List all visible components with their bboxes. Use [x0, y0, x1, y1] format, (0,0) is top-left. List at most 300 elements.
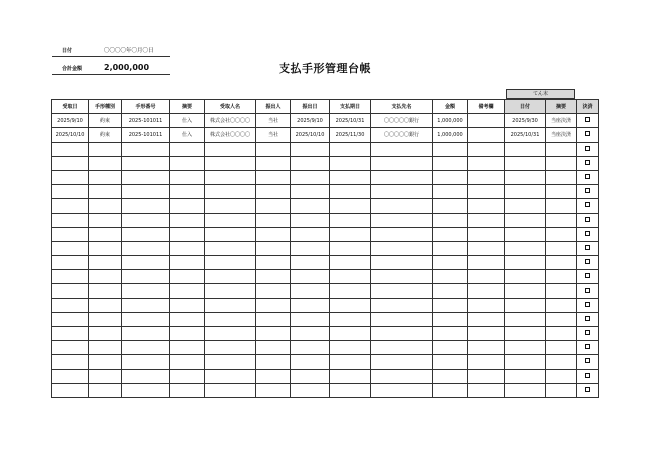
- cell-issue-date[interactable]: [291, 341, 330, 355]
- cell-note-number[interactable]: [122, 312, 170, 326]
- cell-note-number[interactable]: [122, 241, 170, 255]
- cell-amount[interactable]: 1,000,000: [433, 114, 468, 128]
- cell-settle-summary[interactable]: [546, 142, 577, 156]
- cell-summary[interactable]: 仕入: [170, 114, 205, 128]
- cell-note-type[interactable]: [89, 227, 122, 241]
- settled-checkbox[interactable]: [585, 259, 590, 264]
- cell-remarks[interactable]: [468, 241, 505, 255]
- cell-note-type[interactable]: 約束: [89, 128, 122, 142]
- cell-received-date[interactable]: [52, 284, 89, 298]
- cell-settled[interactable]: [577, 256, 599, 270]
- cell-received-date[interactable]: [52, 213, 89, 227]
- cell-due-date[interactable]: [330, 312, 371, 326]
- cell-settle-summary[interactable]: [546, 241, 577, 255]
- cell-settle-summary[interactable]: [546, 284, 577, 298]
- cell-note-type[interactable]: [89, 312, 122, 326]
- cell-payee-name[interactable]: [205, 341, 256, 355]
- cell-drawer[interactable]: [256, 241, 291, 255]
- cell-settle-date[interactable]: [505, 383, 546, 397]
- cell-settled[interactable]: [577, 241, 599, 255]
- settled-checkbox[interactable]: [585, 217, 590, 222]
- cell-note-type[interactable]: [89, 156, 122, 170]
- cell-due-date[interactable]: 2025/10/31: [330, 114, 371, 128]
- cell-payment-bank[interactable]: [371, 298, 433, 312]
- cell-issue-date[interactable]: [291, 327, 330, 341]
- cell-payment-bank[interactable]: [371, 270, 433, 284]
- cell-settled[interactable]: [577, 185, 599, 199]
- cell-received-date[interactable]: [52, 199, 89, 213]
- cell-payee-name[interactable]: [205, 170, 256, 184]
- cell-note-type[interactable]: [89, 142, 122, 156]
- cell-settle-date[interactable]: [505, 298, 546, 312]
- cell-remarks[interactable]: [468, 213, 505, 227]
- cell-payment-bank[interactable]: [371, 284, 433, 298]
- cell-settle-date[interactable]: [505, 369, 546, 383]
- cell-issue-date[interactable]: [291, 227, 330, 241]
- cell-settle-date[interactable]: [505, 241, 546, 255]
- cell-settle-date[interactable]: [505, 213, 546, 227]
- cell-settled[interactable]: [577, 312, 599, 326]
- cell-note-type[interactable]: [89, 241, 122, 255]
- cell-remarks[interactable]: [468, 341, 505, 355]
- cell-payee-name[interactable]: [205, 270, 256, 284]
- cell-settled[interactable]: [577, 128, 599, 142]
- cell-due-date[interactable]: [330, 156, 371, 170]
- cell-remarks[interactable]: [468, 355, 505, 369]
- cell-note-number[interactable]: 2025-101011: [122, 128, 170, 142]
- cell-amount[interactable]: [433, 241, 468, 255]
- cell-settle-date[interactable]: [505, 256, 546, 270]
- cell-settle-summary[interactable]: [546, 327, 577, 341]
- cell-received-date[interactable]: [52, 383, 89, 397]
- cell-settle-date[interactable]: [505, 327, 546, 341]
- settled-checkbox[interactable]: [585, 302, 590, 307]
- cell-settle-date[interactable]: 2025/10/31: [505, 128, 546, 142]
- cell-due-date[interactable]: [330, 298, 371, 312]
- cell-issue-date[interactable]: [291, 369, 330, 383]
- cell-note-type[interactable]: [89, 256, 122, 270]
- settled-checkbox[interactable]: [585, 288, 590, 293]
- cell-settle-date[interactable]: [505, 355, 546, 369]
- cell-payment-bank[interactable]: [371, 213, 433, 227]
- cell-payment-bank[interactable]: 〇〇〇〇〇銀行: [371, 114, 433, 128]
- cell-note-number[interactable]: [122, 227, 170, 241]
- cell-issue-date[interactable]: 2025/9/10: [291, 114, 330, 128]
- cell-note-number[interactable]: [122, 156, 170, 170]
- cell-note-number[interactable]: [122, 270, 170, 284]
- cell-note-number[interactable]: [122, 341, 170, 355]
- cell-amount[interactable]: [433, 156, 468, 170]
- cell-summary[interactable]: [170, 185, 205, 199]
- cell-note-type[interactable]: [89, 369, 122, 383]
- cell-payment-bank[interactable]: [371, 327, 433, 341]
- cell-amount[interactable]: [433, 355, 468, 369]
- cell-received-date[interactable]: [52, 369, 89, 383]
- cell-note-number[interactable]: [122, 355, 170, 369]
- cell-amount[interactable]: [433, 227, 468, 241]
- cell-summary[interactable]: [170, 142, 205, 156]
- cell-payee-name[interactable]: [205, 312, 256, 326]
- cell-summary[interactable]: [170, 241, 205, 255]
- cell-settled[interactable]: [577, 355, 599, 369]
- cell-due-date[interactable]: [330, 383, 371, 397]
- cell-due-date[interactable]: [330, 199, 371, 213]
- cell-due-date[interactable]: [330, 270, 371, 284]
- cell-note-number[interactable]: [122, 284, 170, 298]
- cell-amount[interactable]: [433, 170, 468, 184]
- cell-summary[interactable]: [170, 227, 205, 241]
- cell-summary[interactable]: [170, 312, 205, 326]
- cell-amount[interactable]: [433, 185, 468, 199]
- cell-remarks[interactable]: [468, 369, 505, 383]
- cell-settled[interactable]: [577, 114, 599, 128]
- cell-note-number[interactable]: [122, 327, 170, 341]
- cell-settled[interactable]: [577, 270, 599, 284]
- cell-amount[interactable]: [433, 383, 468, 397]
- cell-payee-name[interactable]: [205, 241, 256, 255]
- cell-remarks[interactable]: [468, 312, 505, 326]
- cell-remarks[interactable]: [468, 284, 505, 298]
- cell-payment-bank[interactable]: [371, 199, 433, 213]
- cell-received-date[interactable]: [52, 227, 89, 241]
- cell-received-date[interactable]: [52, 298, 89, 312]
- cell-drawer[interactable]: [256, 199, 291, 213]
- cell-amount[interactable]: [433, 284, 468, 298]
- cell-drawer[interactable]: [256, 298, 291, 312]
- cell-remarks[interactable]: [468, 170, 505, 184]
- cell-summary[interactable]: [170, 256, 205, 270]
- cell-due-date[interactable]: [330, 213, 371, 227]
- cell-remarks[interactable]: [468, 142, 505, 156]
- cell-payee-name[interactable]: [205, 355, 256, 369]
- cell-issue-date[interactable]: [291, 383, 330, 397]
- cell-payment-bank[interactable]: [371, 227, 433, 241]
- cell-note-number[interactable]: [122, 369, 170, 383]
- cell-remarks[interactable]: [468, 256, 505, 270]
- cell-amount[interactable]: [433, 213, 468, 227]
- cell-payment-bank[interactable]: [371, 369, 433, 383]
- cell-amount[interactable]: [433, 327, 468, 341]
- cell-note-number[interactable]: [122, 170, 170, 184]
- cell-summary[interactable]: [170, 298, 205, 312]
- settled-checkbox[interactable]: [585, 146, 590, 151]
- cell-settle-date[interactable]: [505, 199, 546, 213]
- cell-summary[interactable]: [170, 341, 205, 355]
- settled-checkbox[interactable]: [585, 188, 590, 193]
- cell-summary[interactable]: 仕入: [170, 128, 205, 142]
- cell-payment-bank[interactable]: [371, 312, 433, 326]
- cell-settle-summary[interactable]: [546, 213, 577, 227]
- cell-drawer[interactable]: [256, 341, 291, 355]
- cell-remarks[interactable]: [468, 298, 505, 312]
- cell-received-date[interactable]: [52, 256, 89, 270]
- cell-amount[interactable]: 1,000,000: [433, 128, 468, 142]
- cell-amount[interactable]: [433, 256, 468, 270]
- cell-settle-summary[interactable]: [546, 298, 577, 312]
- cell-settle-date[interactable]: [505, 156, 546, 170]
- cell-note-type[interactable]: [89, 270, 122, 284]
- cell-settled[interactable]: [577, 383, 599, 397]
- cell-issue-date[interactable]: [291, 142, 330, 156]
- settled-checkbox[interactable]: [585, 117, 590, 122]
- cell-settle-summary[interactable]: [546, 355, 577, 369]
- cell-drawer[interactable]: [256, 369, 291, 383]
- settled-checkbox[interactable]: [585, 387, 590, 392]
- cell-payment-bank[interactable]: [371, 170, 433, 184]
- settled-checkbox[interactable]: [585, 316, 590, 321]
- cell-payee-name[interactable]: [205, 185, 256, 199]
- settled-checkbox[interactable]: [585, 358, 590, 363]
- cell-amount[interactable]: [433, 312, 468, 326]
- cell-issue-date[interactable]: [291, 312, 330, 326]
- cell-payment-bank[interactable]: [371, 185, 433, 199]
- cell-note-type[interactable]: [89, 327, 122, 341]
- cell-due-date[interactable]: [330, 369, 371, 383]
- cell-summary[interactable]: [170, 156, 205, 170]
- cell-settle-date[interactable]: [505, 341, 546, 355]
- cell-settle-date[interactable]: [505, 270, 546, 284]
- cell-received-date[interactable]: 2025/9/10: [52, 114, 89, 128]
- cell-drawer[interactable]: [256, 312, 291, 326]
- settled-checkbox[interactable]: [585, 245, 590, 250]
- cell-drawer[interactable]: [256, 156, 291, 170]
- cell-payment-bank[interactable]: [371, 241, 433, 255]
- settled-checkbox[interactable]: [585, 160, 590, 165]
- cell-remarks[interactable]: [468, 227, 505, 241]
- cell-drawer[interactable]: [256, 185, 291, 199]
- cell-issue-date[interactable]: [291, 156, 330, 170]
- cell-due-date[interactable]: [330, 170, 371, 184]
- cell-settled[interactable]: [577, 369, 599, 383]
- cell-received-date[interactable]: [52, 241, 89, 255]
- cell-note-number[interactable]: [122, 185, 170, 199]
- cell-due-date[interactable]: [330, 142, 371, 156]
- cell-settle-date[interactable]: [505, 227, 546, 241]
- cell-received-date[interactable]: 2025/10/10: [52, 128, 89, 142]
- cell-summary[interactable]: [170, 327, 205, 341]
- cell-drawer[interactable]: [256, 170, 291, 184]
- cell-drawer[interactable]: [256, 284, 291, 298]
- cell-summary[interactable]: [170, 284, 205, 298]
- cell-due-date[interactable]: [330, 284, 371, 298]
- cell-remarks[interactable]: [468, 327, 505, 341]
- cell-amount[interactable]: [433, 298, 468, 312]
- settled-checkbox[interactable]: [585, 202, 590, 207]
- cell-summary[interactable]: [170, 199, 205, 213]
- cell-received-date[interactable]: [52, 185, 89, 199]
- cell-note-type[interactable]: [89, 170, 122, 184]
- cell-settle-summary[interactable]: [546, 369, 577, 383]
- cell-remarks[interactable]: [468, 156, 505, 170]
- cell-payee-name[interactable]: 株式会社〇〇〇〇: [205, 114, 256, 128]
- cell-note-type[interactable]: [89, 199, 122, 213]
- cell-note-number[interactable]: [122, 199, 170, 213]
- cell-received-date[interactable]: [52, 312, 89, 326]
- cell-settle-summary[interactable]: [546, 256, 577, 270]
- cell-note-number[interactable]: 2025-101011: [122, 114, 170, 128]
- cell-note-number[interactable]: [122, 213, 170, 227]
- cell-payment-bank[interactable]: [371, 383, 433, 397]
- cell-settle-date[interactable]: 2025/9/30: [505, 114, 546, 128]
- cell-amount[interactable]: [433, 341, 468, 355]
- cell-summary[interactable]: [170, 355, 205, 369]
- cell-summary[interactable]: [170, 383, 205, 397]
- cell-summary[interactable]: [170, 369, 205, 383]
- cell-settled[interactable]: [577, 227, 599, 241]
- cell-payee-name[interactable]: [205, 142, 256, 156]
- cell-issue-date[interactable]: [291, 256, 330, 270]
- settled-checkbox[interactable]: [585, 131, 590, 136]
- cell-settle-summary[interactable]: [546, 270, 577, 284]
- cell-remarks[interactable]: [468, 128, 505, 142]
- cell-received-date[interactable]: [52, 170, 89, 184]
- cell-note-type[interactable]: [89, 213, 122, 227]
- cell-settle-summary[interactable]: [546, 341, 577, 355]
- cell-settled[interactable]: [577, 284, 599, 298]
- cell-amount[interactable]: [433, 199, 468, 213]
- cell-payment-bank[interactable]: [371, 256, 433, 270]
- cell-due-date[interactable]: [330, 241, 371, 255]
- cell-note-type[interactable]: [89, 383, 122, 397]
- cell-note-type[interactable]: [89, 185, 122, 199]
- cell-note-type[interactable]: [89, 355, 122, 369]
- cell-settle-summary[interactable]: [546, 227, 577, 241]
- cell-note-number[interactable]: [122, 298, 170, 312]
- cell-drawer[interactable]: [256, 142, 291, 156]
- cell-due-date[interactable]: [330, 185, 371, 199]
- cell-summary[interactable]: [170, 170, 205, 184]
- cell-settle-date[interactable]: [505, 185, 546, 199]
- cell-due-date[interactable]: 2025/11/30: [330, 128, 371, 142]
- cell-received-date[interactable]: [52, 156, 89, 170]
- cell-settled[interactable]: [577, 156, 599, 170]
- cell-payee-name[interactable]: [205, 383, 256, 397]
- cell-remarks[interactable]: [468, 114, 505, 128]
- cell-issue-date[interactable]: [291, 355, 330, 369]
- cell-issue-date[interactable]: [291, 185, 330, 199]
- cell-settle-summary[interactable]: [546, 156, 577, 170]
- cell-issue-date[interactable]: [291, 298, 330, 312]
- cell-settle-date[interactable]: [505, 312, 546, 326]
- cell-remarks[interactable]: [468, 270, 505, 284]
- cell-drawer[interactable]: 当社: [256, 128, 291, 142]
- cell-issue-date[interactable]: [291, 284, 330, 298]
- cell-note-type[interactable]: [89, 341, 122, 355]
- cell-payee-name[interactable]: [205, 256, 256, 270]
- cell-summary[interactable]: [170, 213, 205, 227]
- cell-settle-summary[interactable]: 当座決済: [546, 114, 577, 128]
- cell-payment-bank[interactable]: [371, 142, 433, 156]
- cell-payee-name[interactable]: [205, 327, 256, 341]
- cell-payment-bank[interactable]: [371, 355, 433, 369]
- cell-payment-bank[interactable]: [371, 341, 433, 355]
- cell-payee-name[interactable]: [205, 199, 256, 213]
- cell-received-date[interactable]: [52, 355, 89, 369]
- cell-settle-date[interactable]: [505, 284, 546, 298]
- cell-remarks[interactable]: [468, 185, 505, 199]
- cell-note-number[interactable]: [122, 383, 170, 397]
- cell-settle-summary[interactable]: [546, 312, 577, 326]
- cell-payee-name[interactable]: [205, 213, 256, 227]
- cell-payee-name[interactable]: [205, 156, 256, 170]
- cell-payee-name[interactable]: [205, 298, 256, 312]
- cell-payment-bank[interactable]: [371, 156, 433, 170]
- cell-received-date[interactable]: [52, 341, 89, 355]
- cell-drawer[interactable]: 当社: [256, 114, 291, 128]
- cell-note-type[interactable]: [89, 298, 122, 312]
- cell-settled[interactable]: [577, 199, 599, 213]
- cell-settle-summary[interactable]: [546, 199, 577, 213]
- cell-issue-date[interactable]: 2025/10/10: [291, 128, 330, 142]
- cell-settled[interactable]: [577, 213, 599, 227]
- cell-settle-summary[interactable]: [546, 185, 577, 199]
- cell-settled[interactable]: [577, 298, 599, 312]
- cell-issue-date[interactable]: [291, 241, 330, 255]
- cell-drawer[interactable]: [256, 227, 291, 241]
- cell-settled[interactable]: [577, 170, 599, 184]
- cell-payee-name[interactable]: [205, 284, 256, 298]
- cell-received-date[interactable]: [52, 142, 89, 156]
- date-value[interactable]: 〇〇〇〇年〇月〇日: [104, 48, 154, 54]
- cell-received-date[interactable]: [52, 270, 89, 284]
- cell-note-type[interactable]: [89, 284, 122, 298]
- cell-payee-name[interactable]: [205, 227, 256, 241]
- cell-summary[interactable]: [170, 270, 205, 284]
- cell-amount[interactable]: [433, 369, 468, 383]
- settled-checkbox[interactable]: [585, 330, 590, 335]
- cell-amount[interactable]: [433, 270, 468, 284]
- cell-due-date[interactable]: [330, 341, 371, 355]
- settled-checkbox[interactable]: [585, 373, 590, 378]
- cell-settled[interactable]: [577, 327, 599, 341]
- cell-settle-summary[interactable]: [546, 383, 577, 397]
- settled-checkbox[interactable]: [585, 231, 590, 236]
- cell-settle-date[interactable]: [505, 170, 546, 184]
- cell-drawer[interactable]: [256, 270, 291, 284]
- cell-issue-date[interactable]: [291, 270, 330, 284]
- settled-checkbox[interactable]: [585, 174, 590, 179]
- settled-checkbox[interactable]: [585, 344, 590, 349]
- cell-settled[interactable]: [577, 142, 599, 156]
- cell-payee-name[interactable]: 株式会社〇〇〇〇: [205, 128, 256, 142]
- cell-due-date[interactable]: [330, 327, 371, 341]
- cell-drawer[interactable]: [256, 383, 291, 397]
- total-value[interactable]: 2,000,000: [104, 63, 150, 72]
- cell-issue-date[interactable]: [291, 199, 330, 213]
- cell-drawer[interactable]: [256, 213, 291, 227]
- cell-drawer[interactable]: [256, 327, 291, 341]
- cell-settle-date[interactable]: [505, 142, 546, 156]
- cell-amount[interactable]: [433, 142, 468, 156]
- settled-checkbox[interactable]: [585, 273, 590, 278]
- cell-issue-date[interactable]: [291, 170, 330, 184]
- cell-payee-name[interactable]: [205, 369, 256, 383]
- cell-drawer[interactable]: [256, 256, 291, 270]
- cell-received-date[interactable]: [52, 327, 89, 341]
- cell-note-number[interactable]: [122, 142, 170, 156]
- cell-note-type[interactable]: 約束: [89, 114, 122, 128]
- cell-remarks[interactable]: [468, 383, 505, 397]
- cell-settle-summary[interactable]: 当座決済: [546, 128, 577, 142]
- cell-issue-date[interactable]: [291, 213, 330, 227]
- cell-due-date[interactable]: [330, 355, 371, 369]
- cell-due-date[interactable]: [330, 227, 371, 241]
- cell-due-date[interactable]: [330, 256, 371, 270]
- cell-remarks[interactable]: [468, 199, 505, 213]
- cell-drawer[interactable]: [256, 355, 291, 369]
- cell-note-number[interactable]: [122, 256, 170, 270]
- cell-settled[interactable]: [577, 341, 599, 355]
